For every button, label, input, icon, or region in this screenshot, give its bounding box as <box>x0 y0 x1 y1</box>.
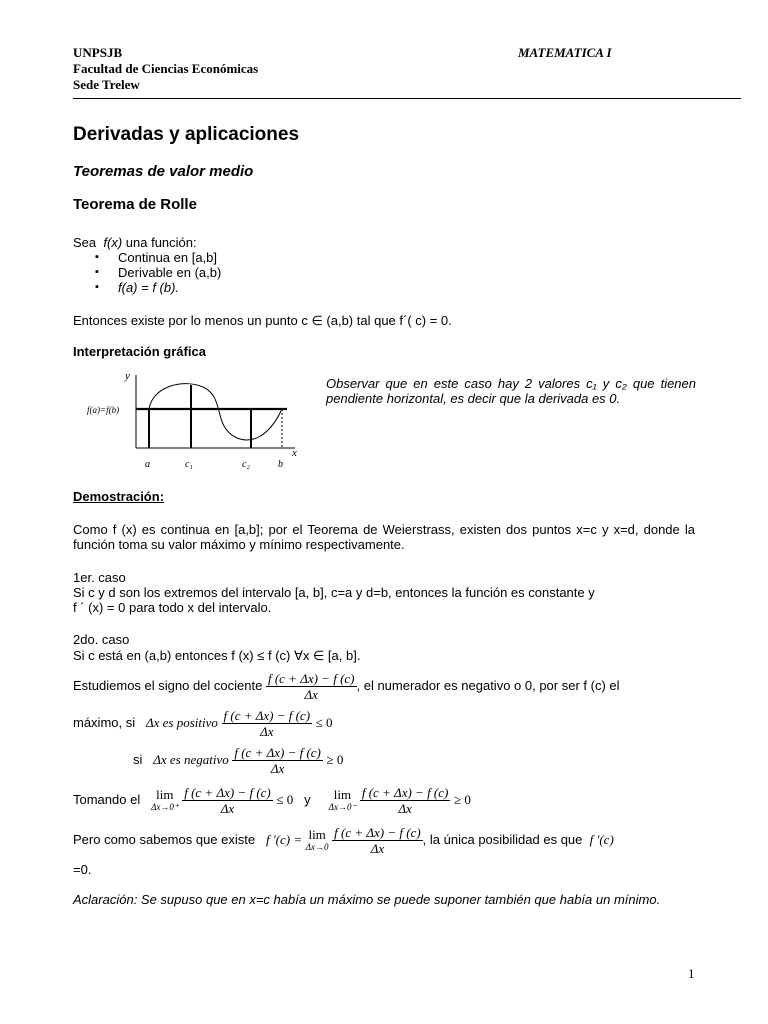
y-axis-label: y <box>125 370 130 382</box>
case1-line2: f ´ (x) = 0 para todo x del intervalo. <box>73 600 272 615</box>
right-limit: lim Δx→0⁺ <box>151 786 179 812</box>
hypothesis-item: ▪ f(a) = f (b). <box>97 280 179 295</box>
header-rule <box>73 98 741 99</box>
negative-line: si Δx es negativo $\frac{f (c + \Delta x) - f (c)}{\Delta x}$ ≥ 0 <box>133 745 344 776</box>
left-limit: lim Δx→0⁻ <box>328 786 357 812</box>
tick-label-a: a <box>145 459 150 470</box>
page-title: Derivadas y aplicaciones <box>73 124 300 145</box>
level-label: f(a)=f(b) <box>87 405 120 415</box>
case1-line1: Si c y d son los extremos del intervalo [a, b], c=a y d=b, entonces la función es constante y <box>73 585 595 600</box>
hypothesis-intro: Sea f(x) una función: <box>73 235 197 250</box>
case2-line1: Si c está en (a,b) entonces f (x) ≤ f (c) ∀x ∈ [a, b]. <box>73 648 361 663</box>
subtitle: Teoremas de valor medio <box>73 163 254 180</box>
x-axis-label: x <box>292 447 297 459</box>
graphic-note: Observar que en este caso hay 2 valores c₁ y c₂ que tienen pendiente horizontal, es decir que la derivada es 0. <box>326 376 696 406</box>
clarification: Aclaración: Se supuso que en x=c había un máximo se puede suponer también que había un mínimo. <box>73 892 661 907</box>
rolle-graph <box>85 365 310 475</box>
case1-title: 1er. caso <box>73 570 126 585</box>
page-number: 1 <box>688 966 695 981</box>
header-university: UNPSJB <box>73 45 123 60</box>
quotient-fraction: $\frac{f (c + \Delta x) - f (c)}{\Delta x}$ <box>223 708 311 739</box>
tick-label-c1: c₁ <box>185 459 193 470</box>
limit: lim Δx→0 <box>305 826 329 852</box>
study-line: Estudiemos el signo del cociente $\frac{f (c + \Delta x) - f (c)}{\Delta x}$ , el numerador es negativo o 0, por ser f (c) el <box>73 671 620 702</box>
header-site: Sede Trelew <box>73 77 140 92</box>
limits-line: Tomando el lim Δx→0⁺ $\frac{f (c + \Delta x) - f (c)}{\Delta x}$ ≤ 0 y lim Δx→0⁻ $\frac{f (c + \Delta x) - f (c)}{\Delta x}$ ≥ 0 <box>73 785 471 816</box>
section-title: Teorema de Rolle <box>73 196 197 213</box>
header-course: MATEMATICA I <box>518 45 612 60</box>
quotient-fraction: $\frac{f (c + \Delta x) - f (c)}{\Delta x}$ <box>234 745 321 776</box>
quotient-fraction: $\frac{f (c + \Delta x) - f (c)}{\Delta x}$ <box>334 825 421 856</box>
proof-paragraph: Como f (x) es continua en [a,b]; por el Teorema de Weierstrass, existen dos puntos x=c y x=d, donde la función toma su valor máximo y mínimo respectivamente. <box>73 522 695 552</box>
quotient-fraction: $\frac{f (c + \Delta x) - f (c)}{\Delta x}$ <box>184 785 271 816</box>
tick-label-b: b <box>278 459 283 470</box>
case2-title: 2do. caso <box>73 632 130 647</box>
header-faculty: Facultad de Ciencias Económicas <box>73 61 259 76</box>
derivative-zero: =0. <box>73 862 92 877</box>
hypothesis-item: ▪ Derivable en (a,b) <box>97 265 221 280</box>
hypothesis-item: ▪ Continua en [a,b] <box>97 250 217 265</box>
proof-heading: Demostración: <box>73 489 165 504</box>
positive-line: máximo, si Δx es positivo $\frac{f (c + \Delta x) - f (c)}{\Delta x}$ ≤ 0 <box>73 708 333 739</box>
tick-label-c2: c₂ <box>242 459 250 470</box>
quotient-fraction: $\frac{f (c + \Delta x) - f (c)}{\Delta x}$ <box>267 671 355 702</box>
quotient-fraction: $\frac{f (c + \Delta x) - f (c)}{\Delta x}$ <box>361 785 449 816</box>
conclusion: Entonces existe por lo menos un punto c ∈ (a,b) tal que f´( c) = 0. <box>73 313 452 328</box>
derivative-line: Pero como sabemos que existe f ′(c) = lim Δx→0 $\frac{f (c + \Delta x) - f (c)}{\Delta x}$ , la única posibilidad es que f ′(c) <box>73 825 614 856</box>
graphic-heading: Interpretación gráfica <box>73 344 206 359</box>
